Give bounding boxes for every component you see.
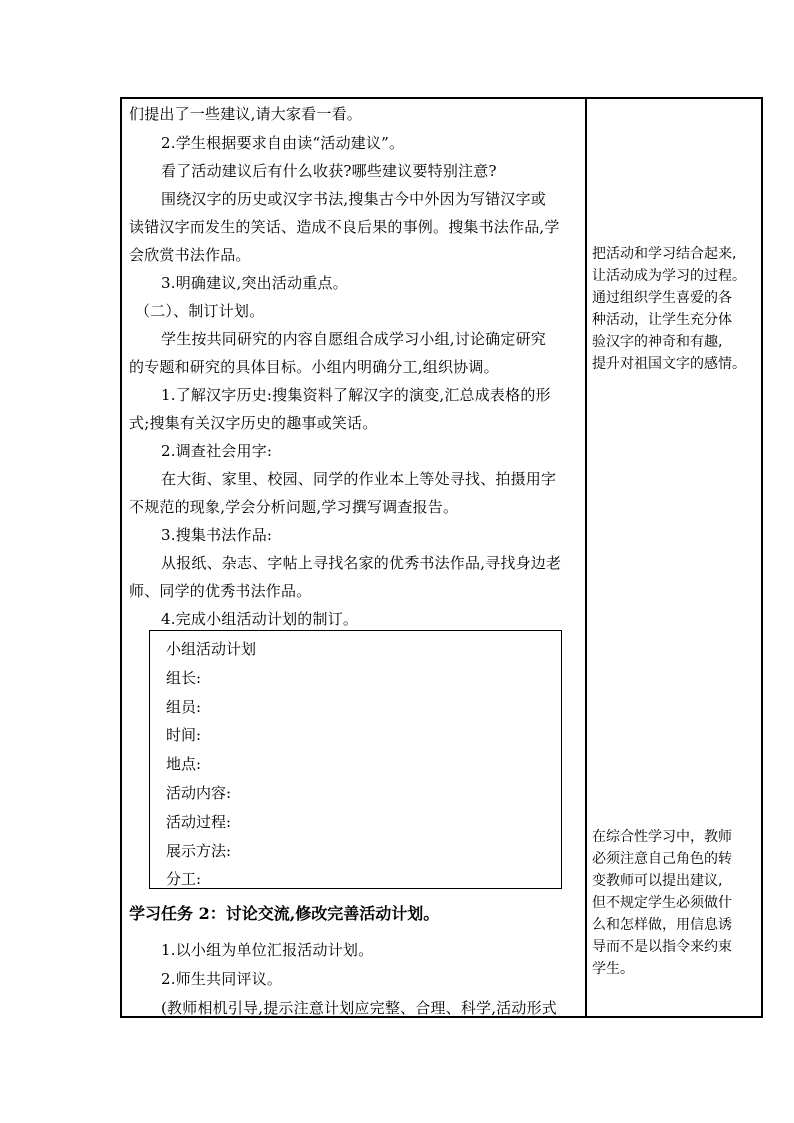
text-line: 2.学生根据要求自由读“活动建议”。 — [161, 134, 405, 152]
side-note-line: 必须注意自己角色的转 — [592, 851, 732, 867]
plan-field-display: 展示方法: — [166, 842, 232, 860]
text-line: 2.调查社会用字: — [161, 442, 273, 460]
side-note-line: 导而不是以指令来约束 — [592, 939, 732, 955]
text-line: 4.完成小组活动计划的制订。 — [161, 610, 359, 628]
text-line: 在大街、家里、校园、同学的作业本上等处寻找、拍摄用字 — [161, 470, 557, 488]
section-heading: （二）、制订计划。 — [135, 302, 265, 320]
text-line: 学生按共同研究的内容自愿组合成学习小组,讨论确定研究 — [161, 330, 546, 348]
text-line: 2.师生共同评议。 — [161, 970, 283, 988]
side-note-line: 在综合性学习中，教师 — [592, 829, 732, 845]
text-line: 会欣赏书法作品。 — [129, 246, 251, 264]
text-line: 们提出了一些建议,请大家看一看。 — [129, 105, 362, 123]
side-note-line: 学生。 — [592, 961, 634, 977]
plan-field-leader: 组长: — [166, 669, 202, 687]
text-line: 3.搜集书法作品: — [161, 526, 273, 544]
text-line: 读错汉字而发生的笑话、造成不良后果的事例。搜集书法作品,学 — [129, 218, 560, 236]
plan-field-process: 活动过程: — [166, 813, 232, 831]
text-line: 不规范的现象,学会分析问题,学习撰写调查报告。 — [129, 498, 459, 516]
side-note-line: 么和怎样做，用信息诱 — [592, 917, 732, 933]
side-note-line: 但不规定学生必须做什 — [592, 895, 732, 911]
side-note-line: 变教师可以提出建议, — [592, 873, 723, 889]
text-line: 从报纸、杂志、字帖上寻找名家的优秀书法作品,寻找身边老 — [161, 554, 562, 572]
plan-field-time: 时间: — [166, 726, 202, 744]
side-note-line: 让活动成为学习的过程。 — [592, 268, 746, 284]
plan-field-place: 地点: — [166, 755, 202, 773]
side-note-line: 提升对祖国文字的感情。 — [592, 356, 746, 372]
text-line: 的专题和研究的具体目标。小组内明确分工,组织协调。 — [129, 358, 499, 376]
task-2-heading: 学习任务 2：讨论交流,修改完善活动计划。 — [129, 904, 440, 923]
text-line: 围绕汉字的历史或汉字书法,搜集古今中外因为写错汉字或 — [161, 190, 546, 208]
side-note-line: 验汉字的神奇和有趣, — [592, 334, 723, 350]
activity-plan-box — [149, 630, 562, 889]
plan-field-members: 组员: — [166, 698, 202, 716]
text-line: 3.明确建议,突出活动重点。 — [161, 274, 348, 292]
text-line: 式;搜集有关汉字历史的趣事或笑话。 — [129, 414, 378, 432]
text-line: (教师相机引导,提示注意计划应完整、合理、科学,活动形式 — [161, 999, 557, 1017]
plan-field-content: 活动内容: — [166, 784, 232, 802]
text-line: 1.以小组为单位汇报活动计划。 — [161, 941, 374, 959]
plan-title: 小组活动计划 — [166, 640, 257, 658]
text-line: 师、同学的优秀书法作品。 — [129, 582, 312, 600]
side-note-line: 种活动，让学生充分体 — [592, 312, 732, 328]
column-divider — [585, 97, 587, 1018]
text-line: 看了活动建议后有什么收获?哪些建议要特别注意? — [161, 162, 497, 180]
side-note-line: 通过组织学生喜爱的各 — [592, 290, 732, 306]
text-line: 1.了解汉字历史:搜集资料了解汉字的演变,汇总成表格的形 — [161, 386, 551, 404]
plan-field-division: 分工: — [166, 870, 202, 888]
side-note-line: 把活动和学习结合起来, — [592, 246, 737, 262]
